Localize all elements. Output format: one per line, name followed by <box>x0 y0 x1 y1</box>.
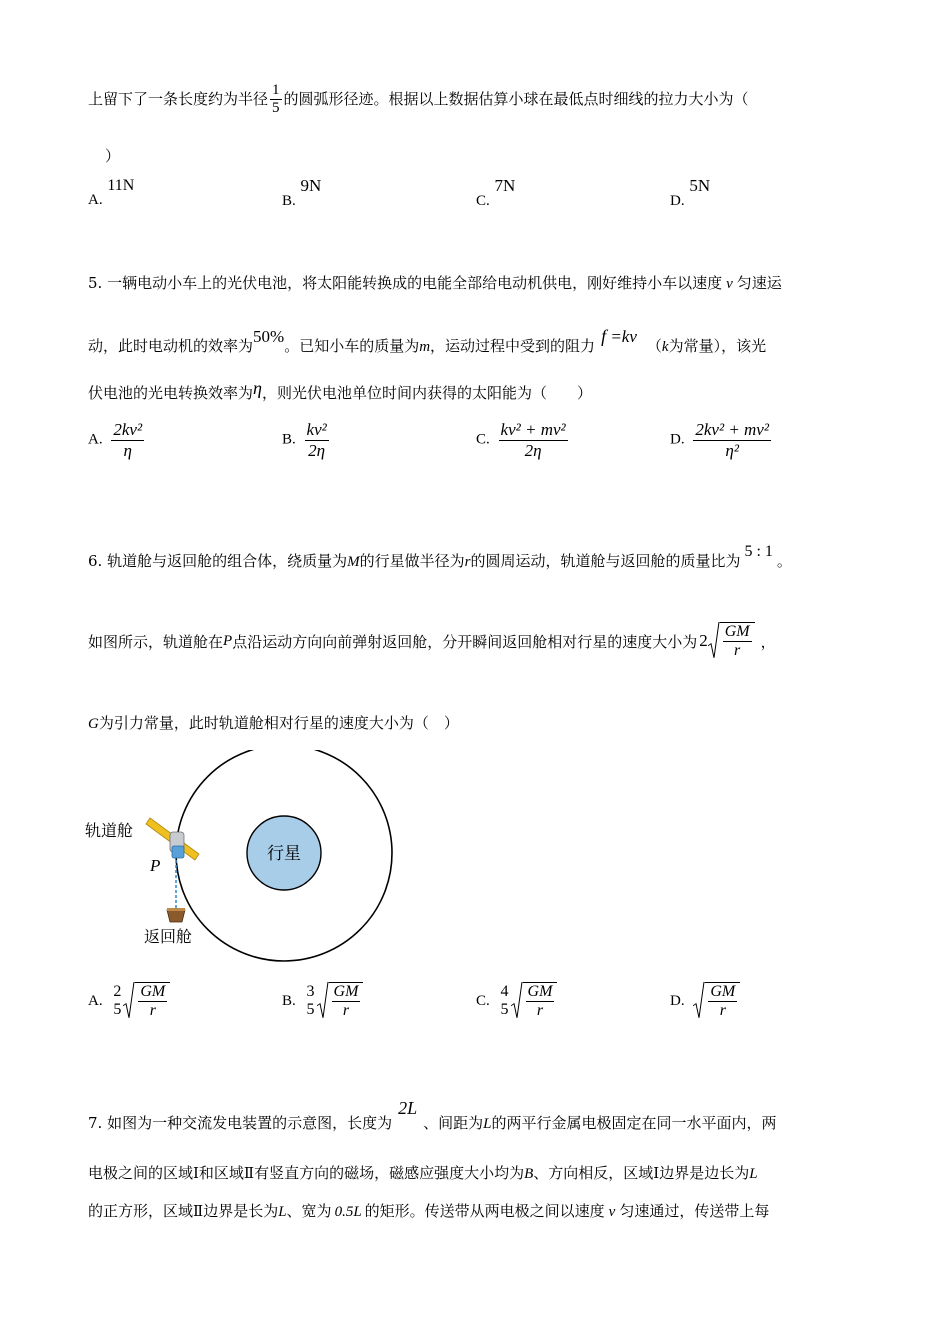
q6-line-1: 6. 轨道舱与返回舱的组合体，绕质量为M的行星做半径为r的圆周运动，轨道舱与返回舱的质量比为5 : 1。 <box>88 543 792 570</box>
planet-label: 行星 <box>267 844 301 864</box>
q5-option-c[interactable]: C. $\frac{\text{kv² + mv²}}{2\eta}$ <box>476 420 566 460</box>
capsule-label: 返回舱 <box>144 927 193 946</box>
q7-line-3: 的正方形，区域Ⅱ边界是长为L、宽为 0.5L 的矩形。传送带从两电极之间以速度 v 匀速通过，传送带上每 <box>88 1202 770 1220</box>
radical-sign-icon <box>693 982 705 1021</box>
q7-line-2: 电极之间的区域Ⅰ和区域Ⅱ有竖直方向的磁场，磁感应强度大小均为B、方向相反，区域Ⅰ边界是边长为L <box>88 1164 758 1182</box>
text: 上留下了一条长度约为半径 <box>88 89 269 108</box>
option-b-fraction: $\frac{\text{kv²}}{2\eta}$ <box>306 420 327 460</box>
q6-option-c[interactable]: C. 4 5 $\frac{GM}{r}$ <box>476 982 557 1021</box>
fraction-one-fifth: $\frac{1}{5}$ <box>272 82 280 117</box>
q6-option-b[interactable]: B. 3 5 $\frac{GM}{r}$ <box>282 982 363 1021</box>
q6-option-d[interactable]: D. $\frac{GM}{r}$ <box>670 982 740 1021</box>
sqrt-gm-over-r: $\frac{GM}{r}$ <box>708 622 755 661</box>
q4-option-c[interactable]: C. 7N <box>476 176 516 209</box>
orbiter-label: 轨道舱 <box>85 821 134 840</box>
radical-sign-icon <box>708 622 720 661</box>
radical-sign-icon <box>317 982 329 1021</box>
q5-option-a[interactable]: A. $\frac{\text{2kv²}}{\eta}$ <box>88 420 143 460</box>
q4-line-1 <box>88 82 749 118</box>
q6-option-a[interactable]: A. 2 5 $\frac{GM}{r}$ <box>88 982 170 1021</box>
radical-sign-icon <box>123 982 135 1021</box>
radical-sign-icon <box>511 982 523 1021</box>
q5-line-1: 5. 一辆电动小车上的光伏电池，将太阳能转换成的电能全部给电动机供电，刚好维持小车以速度 v 匀速运 <box>88 274 782 292</box>
capsule-icon <box>167 908 185 922</box>
text: 的圆弧形径迹。根据以上数据估算小球在最低点时细线的拉力大小为（ <box>283 89 749 108</box>
q7-line-1: 7. 如图为一种交流发电装置的示意图，长度为2L、间距为L的两平行金属电极固定在同一水平面内，两 <box>88 1098 777 1132</box>
option-d-fraction: $\frac{\text{2kv² + mv²}}{\text{η²}}$ <box>695 420 769 460</box>
orbit-figure <box>80 750 410 970</box>
q5-line-3: 伏电池的光电转换效率为η，则光伏电池单位时间内获得的太阳能为（ ） <box>88 378 592 402</box>
orbiter-icon <box>146 818 199 860</box>
q4-line-2: ） <box>105 147 121 165</box>
option-c-fraction: $\frac{\text{kv² + mv²}}{2\eta}$ <box>500 420 566 460</box>
point-p-label: P <box>150 856 161 875</box>
q5-line-2: 动，此时电动机的效率为50%。已知小车的质量为m，运动过程中受到的阻力 f =kv （k为常量），该光 <box>88 326 767 355</box>
q6-line-3: G为引力常量，此时轨道舱相对行星的速度大小为（ ） <box>88 714 459 732</box>
q4-option-d[interactable]: D. 5N <box>670 176 711 209</box>
q5-option-b[interactable]: B. $\frac{\text{kv²}}{2\eta}$ <box>282 420 327 460</box>
q4-option-a[interactable]: A. 11N <box>88 177 135 208</box>
option-a-fraction: $\frac{\text{2kv²}}{\eta}$ <box>113 420 143 460</box>
q4-option-b[interactable]: B. 9N <box>282 176 322 209</box>
q6-line-2: 如图所示，轨道舱在P点沿运动方向向前弹射返回舱，分开瞬间返回舱相对行星的速度大小为 2 $\frac{GM}{r}$ ， <box>88 623 776 660</box>
q5-option-d[interactable]: D. $\frac{\text{2kv² + mv²}}{\text{η²}}$ <box>670 420 769 460</box>
